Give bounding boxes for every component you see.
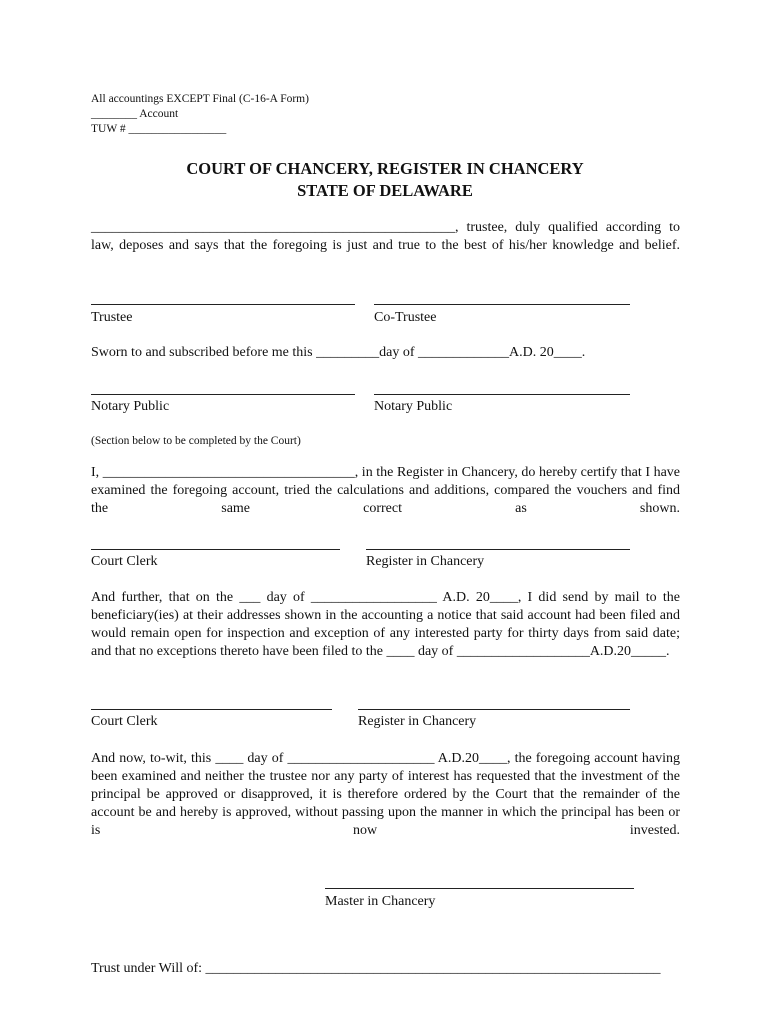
notary-signature-line-left[interactable] bbox=[91, 394, 355, 395]
court-clerk-label-1: Court Clerk bbox=[91, 554, 158, 569]
title-line-court: COURT OF CHANCERY, REGISTER IN CHANCERY bbox=[186, 159, 584, 178]
notary-signature-line-right[interactable] bbox=[374, 394, 630, 395]
co-trustee-signature-line[interactable] bbox=[374, 304, 630, 305]
trust-under-will-line: Trust under Will of: _________________________________________________________________ bbox=[91, 961, 661, 976]
notary-label-right: Notary Public bbox=[374, 399, 453, 414]
court-clerk-signature-line-2[interactable] bbox=[91, 709, 332, 710]
certification-paragraph: I, ____________________________________, in the Register in Chancery, do hereby certify that I have examined the foregoing account, tried the calculations and additions, compared the vouchers and find the same correct as shown. bbox=[91, 465, 680, 516]
trustee-signature-line[interactable] bbox=[91, 304, 355, 305]
trustee-oath-paragraph: ____________________________________________________, trustee, duly qualified according to law, deposes and says that the foregoing is just and true to the best of his/her knowledge and belief. bbox=[91, 220, 680, 253]
register-signature-line-1[interactable] bbox=[366, 549, 630, 550]
trustee-label: Trustee bbox=[91, 310, 133, 325]
header-account-line: ________ Account bbox=[91, 108, 179, 120]
document-title bbox=[0, 158, 770, 202]
header-tuw-line: TUW # _________________ bbox=[91, 123, 227, 135]
master-in-chancery-label: Master in Chancery bbox=[325, 894, 436, 909]
notary-label-left: Notary Public bbox=[91, 399, 170, 414]
court-clerk-label-2: Court Clerk bbox=[91, 714, 158, 729]
approval-order-paragraph: And now, to-wit, this ____ day of _____________________ A.D.20____, the foregoing account having been examined and neither the trustee nor any party of interest has requested that the investment of the principal be approved or disapproved, it is therefore ordered by the Court that the remainder of the account be and hereby is approved, without passing upon the manner in which the principal has been or is now invested. bbox=[91, 751, 680, 838]
register-signature-line-2[interactable] bbox=[358, 709, 630, 710]
register-label-1: Register in Chancery bbox=[366, 554, 485, 569]
form-header bbox=[91, 92, 309, 137]
title-line-state: STATE OF DELAWARE bbox=[297, 181, 473, 200]
court-clerk-signature-line-1[interactable] bbox=[91, 549, 340, 550]
mailing-notice-paragraph: And further, that on the ___ day of __________________ A.D. 20____, I did send by mail to the beneficiary(ies) at their addresses shown in the accounting a notice that said account had been filed and would remain open for inspection and exception of any interested party for thirty days from said date; and that no exceptions thereto have been filed to the ____ day of ___________________A.D.20_____. bbox=[91, 590, 680, 659]
master-signature-line[interactable] bbox=[325, 888, 634, 889]
sworn-statement: Sworn to and subscribed before me this _________day of _____________A.D. 20____. bbox=[91, 345, 586, 360]
register-label-2: Register in Chancery bbox=[358, 714, 477, 729]
co-trustee-label: Co-Trustee bbox=[374, 310, 437, 325]
court-section-note: (Section below to be completed by the Court) bbox=[91, 435, 301, 447]
header-form-type: All accountings EXCEPT Final (C-16-A Form) bbox=[91, 93, 309, 105]
